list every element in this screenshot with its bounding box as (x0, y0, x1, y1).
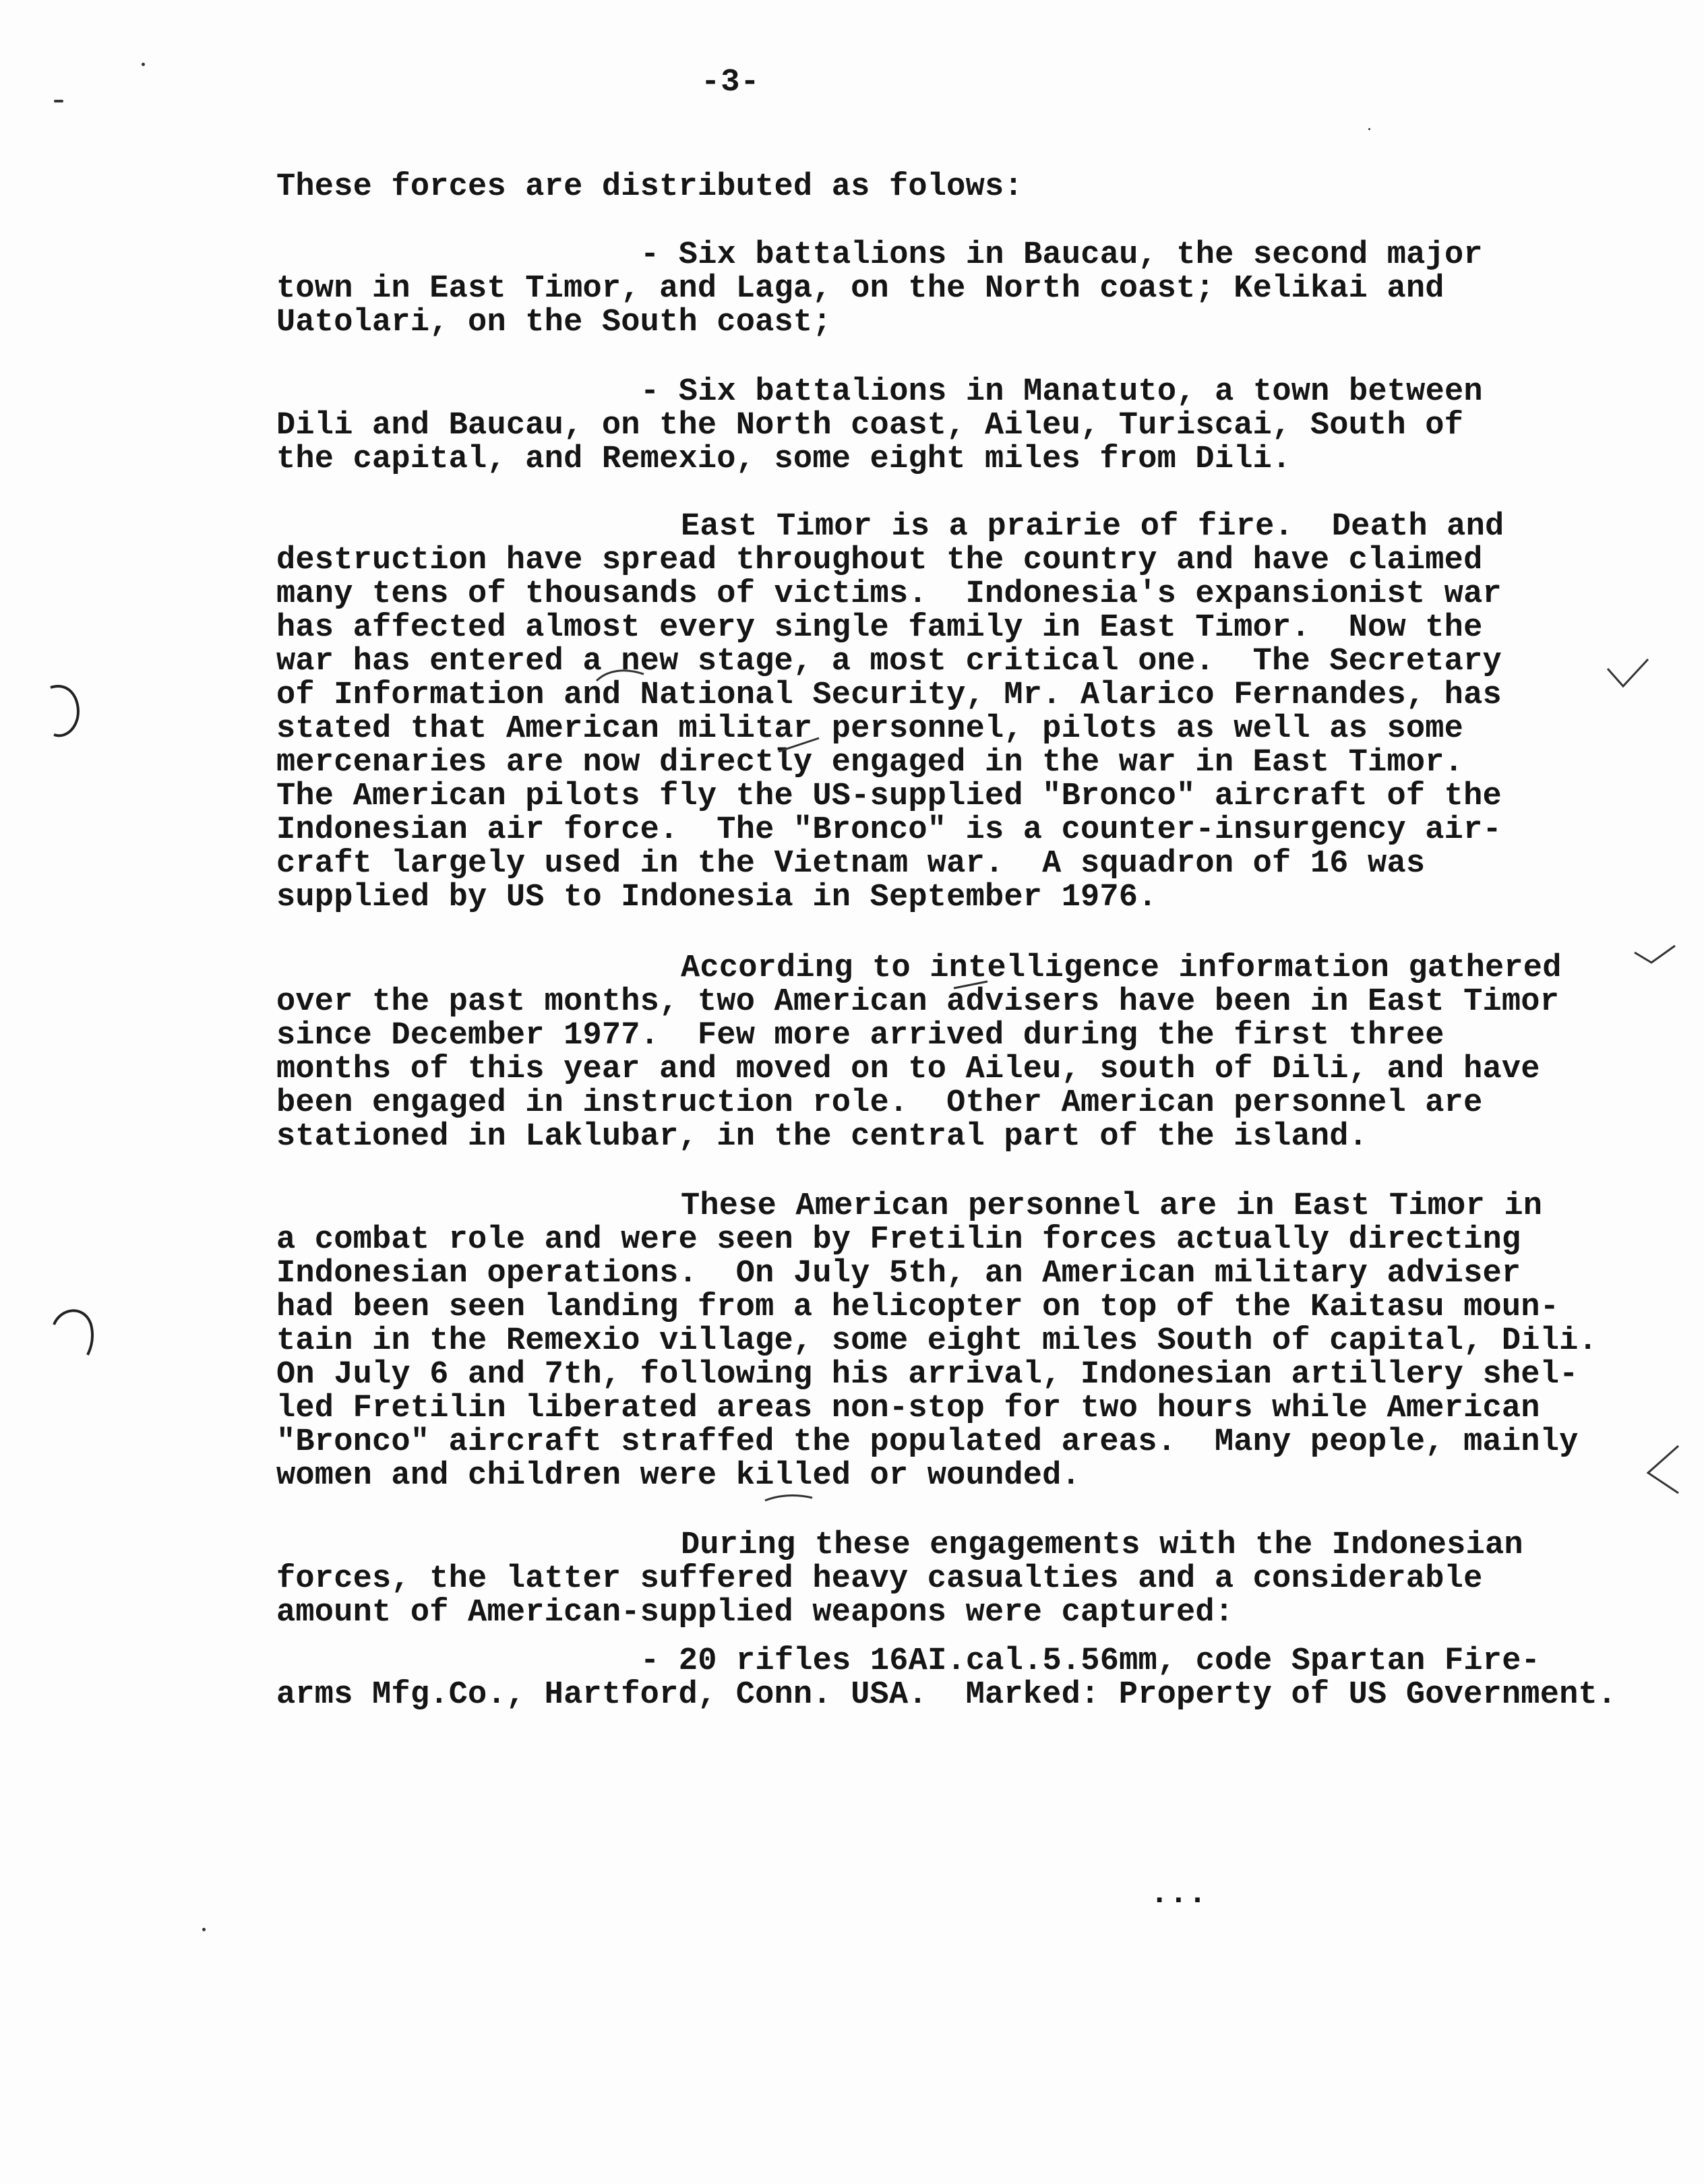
paragraph-line: mercenaries are now directly engaged in the war in East Timor. (276, 745, 1464, 781)
paragraph-line: - Six battalions in Baucau, the second major (640, 237, 1483, 273)
paragraph-line: tain in the Remexio village, some eight miles South of capital, Dili. (276, 1323, 1598, 1359)
hole-punch-arc-1 (40, 674, 88, 748)
paragraph-line: During these engagements with the Indonesian (681, 1527, 1523, 1563)
paragraph-line: since December 1977. Few more arrived during the first three (276, 1018, 1444, 1054)
paragraph-line: Dili and Baucau, on the North coast, Aileu, Turiscai, South of (276, 408, 1464, 444)
paragraph-line: women and children were killed or wounded. (276, 1458, 1081, 1494)
speck (1368, 128, 1370, 130)
paragraph-line: "Bronco" aircraft straffed the populated areas. Many people, mainly (276, 1424, 1579, 1460)
paragraph-line: East Timor is a prairie of fire. Death and (681, 509, 1504, 545)
paragraph-line: been engaged in instruction role. Other American personnel are (276, 1085, 1483, 1121)
speck (54, 100, 63, 102)
paragraph-line: many tens of thousands of victims. Indonesia's expansionist war (276, 576, 1502, 612)
paragraph-line: stated that American militar personnel, pilots as well as some (276, 711, 1464, 747)
list-item-line: - 20 rifles 16AI.cal.5.56mm, code Spartan Fire- (640, 1643, 1541, 1679)
paragraph-line: destruction have spread throughout the country and have claimed (276, 543, 1483, 578)
paragraph-line: forces, the latter suffered heavy casualties and a considerable (276, 1561, 1483, 1597)
list-item-line: arms Mfg.Co., Hartford, Conn. USA. Marked: Property of US Government. (276, 1677, 1617, 1713)
paragraph-line: The American pilots fly the US-supplied "Bronco" aircraft of the (276, 779, 1502, 814)
speck (202, 1928, 206, 1931)
check-mark-1 (1604, 654, 1651, 694)
page-number: -3- (701, 65, 760, 100)
paragraph-line: According to intelligence information gathered (681, 950, 1562, 986)
paragraph-line: over the past months, two American advisers have been in East Timor (276, 984, 1560, 1020)
paragraph-line: On July 6 and 7th, following his arrival, Indonesian artillery shel- (276, 1357, 1579, 1393)
intro-line: These forces are distributed as folows: (276, 169, 1023, 205)
paragraph-line: a combat role and were seen by Fretilin forces actually directing (276, 1222, 1521, 1258)
paragraph-line: months of this year and moved on to Aileu, south of Dili, and have (276, 1052, 1540, 1087)
paragraph-line: of Information and National Security, Mr. Alarico Fernandes, has (276, 677, 1502, 713)
paragraph-line: the capital, and Remexio, some eight miles from Dili. (276, 442, 1291, 477)
paragraph-line: supplied by US to Indonesia in September 1976. (276, 880, 1157, 915)
paragraph-line: had been seen landing from a helicopter on top of the Kaitasu moun- (276, 1290, 1560, 1325)
paragraph-line: town in East Timor, and Laga, on the North coast; Kelikai and (276, 271, 1444, 307)
paragraph-line: war has entered a new stage, a most critical one. The Secretary (276, 644, 1502, 679)
paragraph-line: Indonesian operations. On July 5th, an American military adviser (276, 1256, 1521, 1292)
speck (142, 63, 145, 66)
continuation-mark: ... (1150, 1877, 1207, 1912)
paragraph-line: craft largely used in the Vietnam war. A squadron of 16 was (276, 846, 1426, 882)
paragraph-line: Uatolari, on the South coast; (276, 305, 832, 340)
paragraph-line: amount of American-supplied weapons were captured: (276, 1595, 1234, 1631)
paragraph-line: has affected almost every single family in East Timor. Now the (276, 610, 1483, 646)
hole-punch-arc-2 (47, 1301, 101, 1362)
paragraph-line: Indonesian air force. The "Bronco" is a counter-insurgency air- (276, 812, 1502, 848)
paragraph-line: stationed in Laklubar, in the central part of the island. (276, 1119, 1368, 1155)
paragraph-line: led Fretilin liberated areas non-stop for two hours while American (276, 1391, 1540, 1426)
cross-mark (1638, 1443, 1685, 1496)
check-mark-2 (1631, 942, 1678, 969)
paragraph-line: These American personnel are in East Timor in (681, 1188, 1543, 1224)
paragraph-line: - Six battalions in Manatuto, a town between (640, 374, 1483, 410)
